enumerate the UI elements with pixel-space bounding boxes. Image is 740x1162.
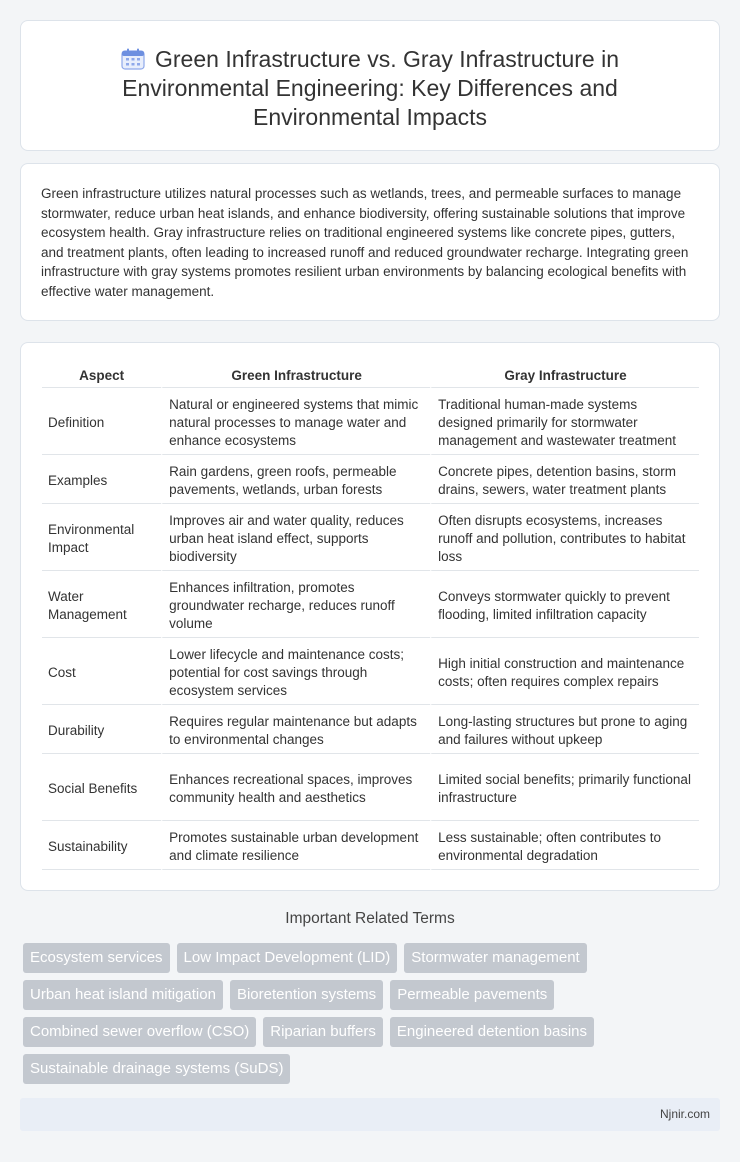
cell-gray: Long-lasting structures but prone to aging and failures without upkeep (430, 705, 699, 754)
cell-green: Lower lifecycle and maintenance costs; potential for cost savings through ecosystem services (161, 638, 430, 705)
related-term-tag[interactable]: Urban heat island mitigation (23, 980, 223, 1010)
cell-gray: Concrete pipes, detention basins, storm drains, sewers, water treatment plants (430, 455, 699, 504)
related-term-tag[interactable]: Stormwater management (404, 943, 586, 973)
related-term-tag[interactable]: Ecosystem services (23, 943, 170, 973)
cell-gray: High initial construction and maintenance costs; often requires complex repairs (430, 638, 699, 705)
page-title: Green Infrastructure vs. Gray Infrastructure in Environmental Engineering: Key Differences and Environmental Impacts (122, 46, 619, 130)
header-aspect: Aspect (42, 363, 161, 388)
related-term-tag[interactable]: Sustainable drainage systems (SuDS) (23, 1054, 290, 1084)
cell-green: Promotes sustainable urban development and climate resilience (161, 821, 430, 870)
related-term-tag[interactable]: Permeable pavements (390, 980, 554, 1010)
table-row (42, 571, 699, 638)
table-row (42, 388, 699, 455)
cell-green: Enhances infiltration, promotes groundwater recharge, reduces runoff volume (161, 571, 430, 638)
table-header-row (42, 363, 699, 388)
related-terms-list (23, 943, 723, 1084)
cell-gray: Less sustainable; often contributes to environmental degradation (430, 821, 699, 870)
related-term-tag[interactable]: Engineered detention basins (390, 1017, 594, 1047)
related-term-tag[interactable]: Riparian buffers (263, 1017, 383, 1047)
cell-green: Improves air and water quality, reduces urban heat island effect, supports biodiversity (161, 504, 430, 571)
cell-aspect: Definition (42, 388, 161, 455)
footer (20, 1098, 720, 1131)
cell-gray: Often disrupts ecosystems, increases runoff and pollution, contributes to habitat loss (430, 504, 699, 571)
cell-green: Requires regular maintenance but adapts to environmental changes (161, 705, 430, 754)
calendar-icon (121, 48, 147, 70)
cell-aspect: Examples (42, 455, 161, 504)
table-row (42, 705, 699, 754)
table-row (42, 754, 699, 821)
table-row (42, 821, 699, 870)
intro-paragraph: Green infrastructure utilizes natural processes such as wetlands, trees, and permeable surfaces to manage stormwater, reduce urban heat islands, and enhance biodiversity, offering sustainable solutions that improve ecosystem health. Gray infrastructure relies on traditional engineered systems like concrete pipes, gutters, and treatment plants, often leading to increased runoff and reduced groundwater recharge. Integrating green infrastructure with gray systems promotes resilient urban environments by balancing ecological benefits with effective water management. (41, 186, 689, 299)
page-title-wrap (21, 45, 719, 132)
cell-gray: Conveys stormwater quickly to prevent flooding, limited infiltration capacity (430, 571, 699, 638)
related-term-tag[interactable]: Combined sewer overflow (CSO) (23, 1017, 256, 1047)
cell-aspect: Cost (42, 638, 161, 705)
header-green: Green Infrastructure (161, 363, 430, 388)
header-gray: Gray Infrastructure (430, 363, 699, 388)
table-row (42, 504, 699, 571)
table-row (42, 455, 699, 504)
cell-green: Enhances recreational spaces, improves community health and aesthetics (161, 754, 430, 821)
comparison-table-card (20, 342, 720, 891)
cell-gray: Traditional human-made systems designed primarily for stormwater management and wastewater treatment (430, 388, 699, 455)
cell-green: Rain gardens, green roofs, permeable pavements, wetlands, urban forests (161, 455, 430, 504)
cell-gray: Limited social benefits; primarily functional infrastructure (430, 754, 699, 821)
cell-aspect: Environmental Impact (42, 504, 161, 571)
cell-aspect: Social Benefits (42, 754, 161, 821)
cell-green: Natural or engineered systems that mimic natural processes to manage water and enhance ecosystems (161, 388, 430, 455)
related-terms-heading: Important Related Terms (285, 910, 455, 927)
cell-aspect: Water Management (42, 571, 161, 638)
title-card (20, 20, 720, 151)
related-term-tag[interactable]: Low Impact Development (LID) (177, 943, 398, 973)
comparison-table (42, 363, 699, 870)
cell-aspect: Sustainability (42, 821, 161, 870)
intro-card (20, 163, 720, 321)
related-term-tag[interactable]: Bioretention systems (230, 980, 383, 1010)
footer-site-link[interactable]: Njnir.com (659, 1107, 710, 1121)
cell-aspect: Durability (42, 705, 161, 754)
table-row (42, 638, 699, 705)
